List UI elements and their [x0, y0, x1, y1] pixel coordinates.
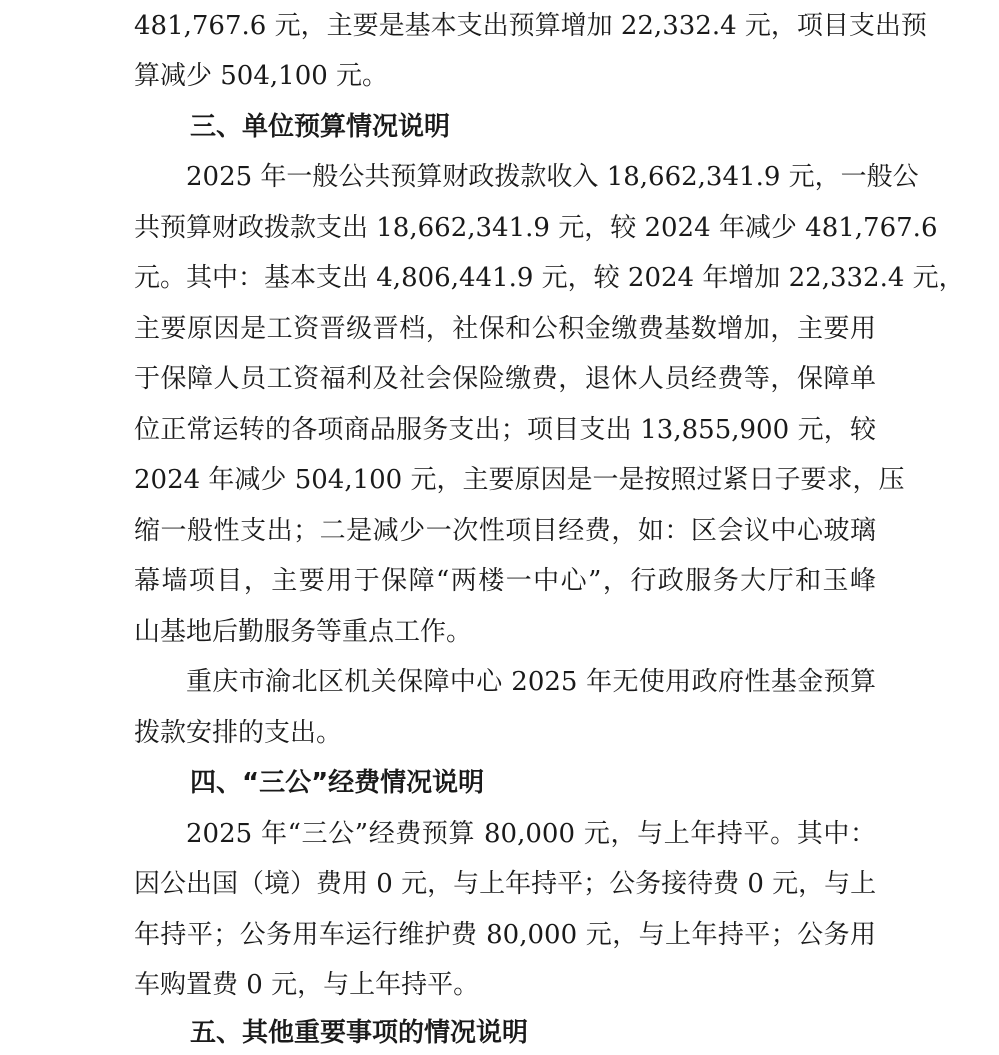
paragraph-line: 2025 年一般公共预算财政拨款收入 18,662,341.9 元，一般公 — [186, 162, 919, 192]
paragraph-line: 拨款安排的支出。 — [134, 718, 343, 748]
paragraph-line: 元。其中：基本支出 4,806,441.9 元，较 2024 年增加 22,332.4 元， — [134, 263, 965, 293]
paragraph-line: 算减少 504,100 元。 — [134, 61, 389, 91]
paragraph-line: 2025 年“三公”经费预算 80,000 元，与上年持平。其中： — [186, 819, 876, 849]
paragraph-line: 主要原因是工资晋级晋档，社保和公积金缴费基数增加，主要用 — [134, 314, 876, 344]
section-heading-5: 五、其他重要事项的情况说明 — [190, 1018, 529, 1048]
paragraph-line: 因公出国（境）费用 0 元，与上年持平；公务接待费 0 元，与上 — [134, 869, 877, 899]
paragraph-line: 2024 年减少 504,100 元，主要原因是一是按照过紧日子要求，压 — [134, 465, 905, 495]
paragraph-line: 共预算财政拨款支出 18,662,341.9 元，较 2024 年减少 481,767.6 — [134, 213, 938, 243]
paragraph-line: 山基地后勤服务等重点工作。 — [134, 617, 473, 647]
paragraph-line: 重庆市渝北区机关保障中心 2025 年无使用政府性基金预算 — [186, 667, 876, 697]
paragraph-line: 位正常运转的各项商品服务支出；项目支出 13,855,900 元，较 — [134, 415, 876, 445]
paragraph-line: 年持平；公务用车运行维护费 80,000 元，与上年持平；公务用 — [134, 920, 876, 950]
paragraph-line: 481,767.6 元，主要是基本支出预算增加 22,332.4 元，项目支出预 — [134, 11, 927, 41]
section-heading-4: 四、“三公”经费情况说明 — [190, 768, 485, 798]
section-heading-3: 三、单位预算情况说明 — [190, 112, 451, 142]
paragraph-line: 幕墙项目，主要用于保障“两楼一中心”，行政服务大厅和玉峰 — [134, 566, 876, 596]
paragraph-line: 缩一般性支出；二是减少一次性项目经费，如：区会议中心玻璃 — [134, 516, 876, 546]
paragraph-line: 车购置费 0 元，与上年持平。 — [134, 970, 480, 1000]
paragraph-line: 于保障人员工资福利及社会保险缴费，退休人员经费等，保障单 — [134, 364, 876, 394]
